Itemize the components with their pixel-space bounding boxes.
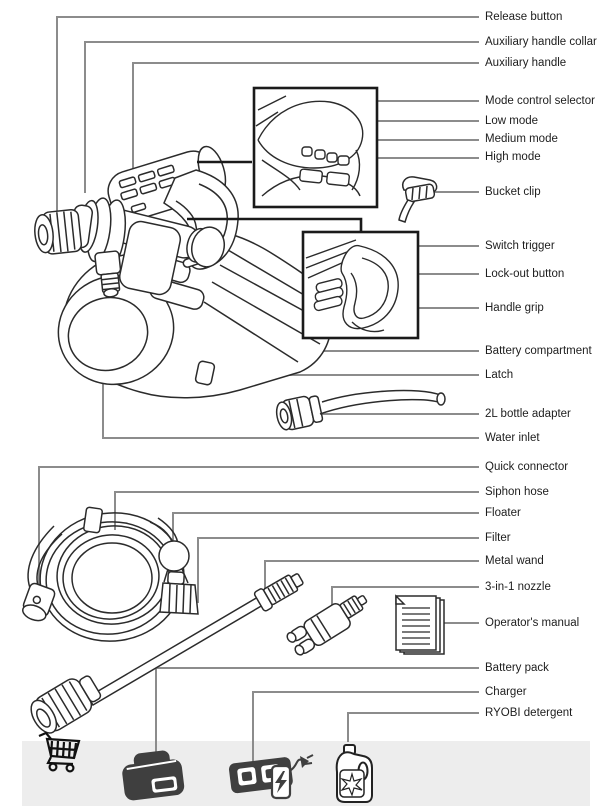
sold-separately-band bbox=[22, 741, 590, 806]
part-label-floater: Floater bbox=[485, 507, 521, 519]
leader-siphon-hose bbox=[115, 492, 479, 530]
part-label-medium-mode: Medium mode bbox=[485, 133, 558, 145]
mode-selector-inset bbox=[254, 88, 377, 207]
part-label-water-inlet: Water inlet bbox=[485, 432, 540, 444]
manual-illustration bbox=[396, 596, 444, 654]
part-label-auxiliary-handle: Auxiliary handle bbox=[485, 57, 567, 69]
part-label-operators-manual: Operator's manual bbox=[485, 617, 580, 629]
part-label-metal-wand: Metal wand bbox=[485, 555, 544, 567]
part-label-high-mode: High mode bbox=[485, 151, 541, 163]
part-label-quick-connector: Quick connector bbox=[485, 461, 569, 473]
leader-filter bbox=[178, 538, 479, 602]
part-label-filter: Filter bbox=[485, 532, 511, 544]
latch-part bbox=[195, 361, 215, 386]
part-label-mode-control-selector: Mode control selector bbox=[485, 95, 595, 107]
part-label-low-mode: Low mode bbox=[485, 115, 539, 127]
leader-floater bbox=[173, 513, 479, 549]
part-label-ryobi-detergent: RYOBI detergent bbox=[485, 707, 573, 719]
part-label-bucket-clip: Bucket clip bbox=[485, 186, 541, 198]
siphon-hose-illustration bbox=[20, 504, 198, 651]
part-label-charger: Charger bbox=[485, 686, 527, 698]
part-label-3-in-1-nozzle: 3-in-1 nozzle bbox=[485, 581, 551, 593]
leader-ryobi-detergent bbox=[348, 713, 479, 742]
floater-part bbox=[159, 541, 189, 571]
part-label-handle-grip: Handle grip bbox=[485, 302, 544, 314]
bottle-adapter-illustration bbox=[274, 391, 445, 433]
bucket-clip-illustration bbox=[399, 177, 437, 222]
part-label-auxiliary-handle-collar: Auxiliary handle collar bbox=[485, 36, 597, 48]
part-label-siphon-hose: Siphon hose bbox=[485, 486, 549, 498]
part-label-battery-pack: Battery pack bbox=[485, 662, 549, 674]
quick-connector-part bbox=[20, 582, 56, 624]
release-button-part bbox=[33, 209, 82, 255]
nozzle-illustration bbox=[285, 588, 374, 658]
part-label-lock-out-button: Lock-out button bbox=[485, 268, 565, 280]
part-label-release-button: Release button bbox=[485, 11, 563, 23]
part-label-battery-compartment: Battery compartment bbox=[485, 345, 592, 357]
part-label-latch: Latch bbox=[485, 369, 514, 381]
wand-spray-end bbox=[254, 569, 307, 612]
part-label-2l-bottle-adapter: 2L bottle adapter bbox=[485, 408, 571, 420]
part-label-switch-trigger: Switch trigger bbox=[485, 240, 555, 252]
trigger-inset bbox=[303, 232, 418, 338]
leader-quick-connector bbox=[39, 467, 479, 588]
